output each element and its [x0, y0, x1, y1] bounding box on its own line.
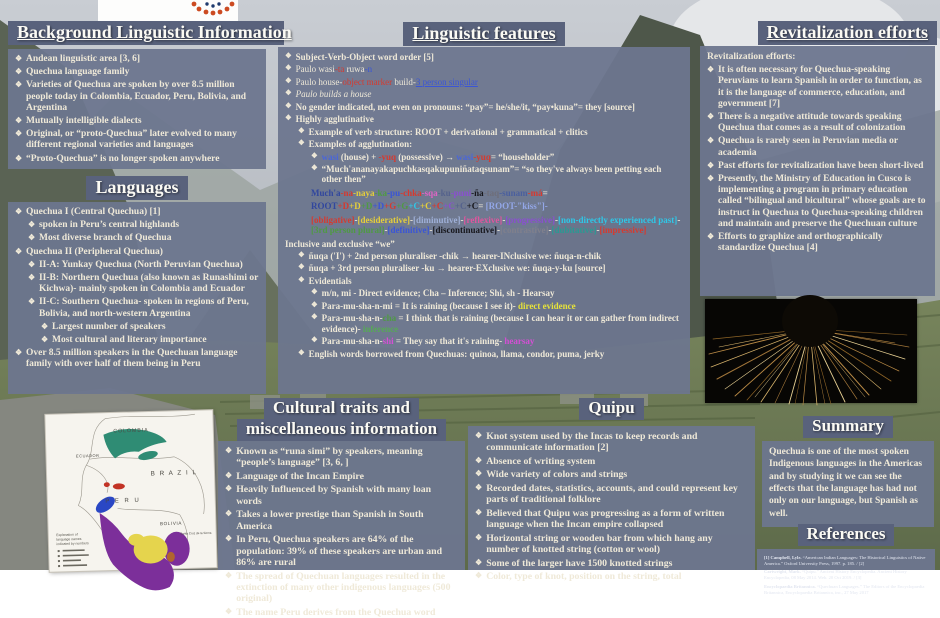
diamond-bullet-icon: ❖: [298, 347, 305, 357]
quipu-photo-image: [705, 299, 917, 403]
diamond-bullet-icon: ❖: [311, 335, 318, 345]
diamond-bullet-icon: ❖: [311, 287, 318, 297]
reference-entry: [764, 583, 928, 595]
quipu-photo: [705, 299, 917, 403]
diamond-bullet-icon: ❖: [311, 299, 318, 309]
diamond-bullet-icon: ❖: [15, 207, 22, 216]
section-header-revitalization: [700, 21, 937, 45]
languages-item: [15, 322, 259, 333]
diamond-bullet-icon: ❖: [707, 232, 714, 242]
list-item-text: The spread of Quechuan languages resulted in the extinction of many other indigenous languages (500 original): [236, 570, 451, 605]
linguistic-item: [285, 313, 683, 334]
list-item-text: “Much'ananayakapuchkasqakupuniñataqsunam”= “so they've always been petting each other then”: [321, 163, 662, 185]
list-item-text: “Proto-Quechua” is no longer spoken anywhere: [25, 153, 220, 164]
diamond-bullet-icon: ❖: [475, 507, 483, 517]
svg-text:language names: language names: [56, 536, 82, 542]
section-header-languages: [8, 176, 266, 200]
cultural-item: [225, 571, 458, 605]
list-item-text: II-B: Northern Quechua (also known as Runashimi or Kichwa)- mainly spoken in Colombia and Ecuador: [38, 273, 259, 295]
list-item-text: Highly agglutinative: [295, 114, 374, 125]
linguistic-item: [285, 164, 683, 185]
quipu-item: [475, 571, 748, 582]
background-info-item: [15, 129, 259, 151]
diamond-bullet-icon: ❖: [285, 113, 292, 123]
languages-item: [15, 273, 259, 295]
revitalization-item: [707, 232, 928, 254]
list-item-text: Quechua is rarely seen in Peruvian media or academia: [717, 136, 898, 158]
diamond-bullet-icon: ❖: [15, 80, 22, 90]
languages-item: [15, 297, 259, 319]
diamond-bullet-icon: ❖: [41, 335, 48, 345]
list-item-text: Known as “runa simi” by speakers, meaning “people’s language” [3, 6, ]: [236, 446, 423, 469]
section-title: Background Linguistic Information: [8, 21, 284, 45]
linguistic-item: [285, 349, 683, 359]
quipu-item: [475, 469, 748, 480]
languages-item: [15, 348, 259, 370]
cultural-item: [225, 446, 458, 469]
linguistic-item: [285, 114, 683, 124]
diamond-bullet-icon: ❖: [475, 469, 483, 479]
list-item-text: Past efforts for revitalization have been short-lived: [717, 160, 924, 171]
list-item-text: Para-mu-sha-n-mi = It is raining (because I see it)- direct evidence: [321, 300, 576, 311]
section-title: miscellaneous information: [237, 419, 446, 441]
list-item-text: Encyclopaedia Britannica. “Quechuan Languages.” The Editors of the Encyclopaedia Britannica, Encyclopaedia Britannica, inc., 27 May 2017: [764, 583, 925, 595]
list-item-text: It is often necessary for Quechua-speaking Peruvians to learn Spanish in order to function, as it is the language of commerce, education, and government [7]: [717, 65, 922, 109]
diamond-bullet-icon: ❖: [225, 446, 233, 455]
section-title: Quipu: [579, 398, 643, 420]
south-america-map-image: [45, 410, 217, 573]
quipu-item: [475, 508, 748, 531]
diamond-bullet-icon: ❖: [285, 63, 292, 73]
section-header-references: [757, 524, 935, 546]
diamond-bullet-icon: ❖: [28, 297, 35, 307]
list-item-text: Largest number of speakers: [51, 321, 166, 332]
summary-panel: [762, 441, 934, 527]
linguistic-item: [285, 139, 683, 149]
list-item-text: Paulo wasi-ta ruwa-n: [295, 64, 373, 75]
list-item-text: Horizontal string or wooden bar from which hang any number of knotted string (cotton or wool): [486, 532, 713, 556]
diamond-bullet-icon: ❖: [225, 484, 233, 494]
section-header-quipu: [468, 398, 755, 420]
list-item-text: Quechua I (Central Quechua) [1]: [25, 207, 161, 217]
list-item-text: Much'a-na-naya-ka-pu-chka-sqa-ku-puni-ña-taq-sunam-má=: [311, 187, 548, 198]
diamond-bullet-icon: ❖: [15, 153, 22, 163]
background-info-item: [15, 54, 259, 65]
languages-panel: [8, 202, 266, 394]
quipu-item: [475, 483, 748, 506]
list-item-text: Heavily Influenced by Spanish with many loan words: [236, 484, 432, 507]
diamond-bullet-icon: ❖: [225, 606, 233, 616]
list-item-text: In Peru, Quechua speakers are 64% of the population: 39% of these speakers are urban and 86% are rural: [236, 534, 443, 569]
map-label-ecuador: ECUADOR: [75, 452, 100, 459]
diamond-bullet-icon: ❖: [41, 321, 48, 331]
diamond-bullet-icon: ❖: [28, 259, 35, 269]
diamond-bullet-icon: ❖: [298, 274, 305, 284]
list-item-text: Language of the Incan Empire: [236, 470, 364, 482]
section-title: Linguistic features: [403, 22, 564, 46]
list-item-text: Believed that Quipu was progressing as a form of written language when the Incan empire collapsed: [486, 507, 725, 531]
diamond-bullet-icon: ❖: [298, 262, 305, 272]
diamond-bullet-icon: ❖: [298, 138, 305, 148]
diamond-bullet-icon: ❖: [28, 233, 35, 243]
list-item-text: Revitalization efforts:: [707, 52, 796, 62]
cultural-item: [225, 471, 458, 482]
languages-list: [15, 207, 259, 371]
list-item-text: ROOT+D+D+D+D+G+G+C+C+C+C+C+C= [ROOT-"kiss"]-: [311, 201, 548, 212]
diamond-bullet-icon: ❖: [707, 65, 714, 75]
reference-entry: [764, 568, 928, 580]
linguistic-features-panel: [278, 47, 690, 394]
map-label-colombia: COLOMBIA: [113, 427, 149, 435]
section-title: Summary: [803, 416, 893, 438]
svg-text:indicated by numbers: indicated by numbers: [56, 541, 89, 547]
diamond-bullet-icon: ❖: [707, 160, 714, 170]
cultural-item: [225, 509, 458, 532]
list-item-text: Efforts to graphize and orthographically standardize Quechua [4]: [717, 232, 883, 254]
revitalization-list: [707, 51, 928, 254]
background-info-list: [15, 54, 259, 165]
diamond-bullet-icon: ❖: [285, 51, 292, 60]
map-legend-title: Explanation of: [56, 532, 78, 538]
background-info-item: [15, 80, 259, 114]
diamond-bullet-icon: ❖: [298, 250, 305, 259]
cultural-traits-panel: [218, 441, 465, 618]
list-item-text: wasi (house) + -yuq (possessive) → wasi-yuq= “householder”: [321, 151, 555, 162]
list-item-text: Most cultural and literary importance: [51, 335, 207, 346]
diamond-bullet-icon: ❖: [475, 532, 483, 542]
diamond-bullet-icon: ❖: [298, 125, 305, 135]
list-item-text: Takes a lower prestige than Spanish in South America: [236, 509, 424, 532]
list-item-text: Original, or “proto-Quechua” later evolved to many different regional varieties and languages: [25, 129, 237, 151]
revitalization-item: [707, 174, 928, 230]
list-item-text: m/n, mi - Direct evidence; Cha – Inference; Shi, sh - Hearsay: [321, 288, 555, 299]
languages-item: [15, 260, 259, 271]
diamond-bullet-icon: ❖: [15, 348, 22, 358]
list-item-text: Quechua II (Peripheral Quechua): [25, 246, 163, 257]
diamond-bullet-icon: ❖: [475, 557, 483, 567]
revitalization-item: [707, 136, 928, 158]
diamond-bullet-icon: ❖: [707, 136, 714, 146]
list-item-text: Color, type of knot, position on the string, total: [486, 570, 682, 582]
reference-entry: [764, 554, 928, 566]
section-title: Revitalization efforts: [758, 21, 937, 45]
section-header-linguistic-features: [278, 22, 690, 46]
revitalization-item: [707, 161, 928, 172]
linguistic-item: [285, 52, 683, 62]
section-header-cultural-line1: [218, 398, 465, 420]
diamond-bullet-icon: ❖: [707, 112, 714, 122]
list-item-text: Inclusive and exclusive “we”: [285, 238, 395, 249]
cultural-list: [225, 446, 458, 618]
linguistic-list: [285, 52, 683, 359]
linguistic-item: [285, 200, 683, 211]
background-info-item: [15, 116, 259, 127]
list-item-text: Over 8.5 million speakers in the Quechuan language family with over half of them being in Peru: [25, 348, 238, 370]
diamond-bullet-icon: ❖: [285, 100, 292, 110]
quipu-list: [475, 431, 748, 582]
revitalization-panel: [700, 46, 935, 296]
list-item-text: Absence of writing system: [486, 455, 596, 467]
list-item-text: Knot system used by the Incas to keep records and communicate information [2]: [486, 431, 698, 454]
revitalization-item: [707, 51, 928, 63]
revitalization-item: [707, 112, 928, 134]
cultural-item: [225, 534, 458, 568]
map-label-bolivia: BOLIVIA: [159, 520, 183, 527]
linguistic-item: [285, 89, 683, 99]
diamond-bullet-icon: ❖: [15, 116, 22, 126]
quipu-item: [475, 431, 748, 454]
diamond-bullet-icon: ❖: [285, 75, 292, 85]
list-item-text: ñuqa + 3rd person pluraliser -ku → hearer-EXclusive we: ñuqa-y-ku [source]: [308, 263, 606, 274]
quipu-item: [475, 533, 748, 556]
diamond-bullet-icon: ❖: [707, 174, 714, 184]
list-item-text: Some of the larger have 1500 knotted strings: [486, 557, 673, 569]
list-item-text: Cartwright, Mark. “Quipu.” Ancient History Encyclopedia. Ancient History Encyclopedia, 08 May 2014. Web. 20 Oct 2019. / [3]: [764, 569, 907, 581]
diamond-bullet-icon: ❖: [285, 88, 292, 98]
references-panel: [757, 549, 935, 595]
linguistic-item: [285, 214, 683, 236]
linguistic-item: [285, 238, 683, 249]
linguistic-item: [285, 263, 683, 273]
linguistic-item: [285, 64, 683, 74]
map-label-peru: P E R U: [105, 497, 141, 505]
background-info-panel: [8, 49, 266, 169]
list-item-text: Paulo house-object marker build-3 person singular: [295, 76, 478, 87]
list-item-text: No gender indicated, not even on pronouns: “pay”= he/she/it, “pay•kuna”= they [source]: [295, 101, 635, 112]
list-item-text: Subject-Verb-Object word order [5]: [295, 52, 434, 62]
quipu-panel: [468, 426, 755, 582]
cultural-item: [225, 484, 458, 507]
references-list: [764, 554, 928, 595]
map-label-brazil: B R A Z I L: [150, 469, 198, 478]
list-item-text: Andean linguistic area [3, 6]: [25, 54, 141, 64]
list-item-text: Recorded dates, statistics, accounts, and could represent key parts of traditional folklore: [486, 482, 738, 506]
diamond-bullet-icon: ❖: [225, 470, 233, 480]
section-header-summary: [762, 416, 934, 438]
linguistic-item: [285, 301, 683, 311]
linguistic-item: [285, 152, 683, 162]
diamond-bullet-icon: ❖: [475, 570, 483, 580]
languages-item: [15, 220, 259, 231]
list-item-text: spoken in Peru’s central highlands: [38, 220, 180, 231]
linguistic-item: [285, 127, 683, 137]
list-item-text: Presently, the Ministry of Education in Cusco is implementing a program in primary education called “bilingual and bicultural” whose goals are to instruct in Quechua to Quechua-speaking children and maintain and preserve the Quechuan culture: [717, 174, 926, 229]
list-item-text: Examples of agglutination:: [308, 139, 413, 150]
list-item-text: Varieties of Quechua are spoken by over 8.5 million people today in Colombia, Ecuador, Peru, Bolivia, and Argentina: [25, 80, 247, 113]
linguistic-item: [285, 251, 683, 261]
diamond-bullet-icon: ❖: [475, 431, 483, 440]
list-item-text: Quechua language family: [25, 67, 130, 78]
list-item-text: Most diverse branch of Quechua: [38, 233, 172, 244]
languages-item: [15, 233, 259, 244]
section-title: Cultural traits and: [264, 398, 419, 420]
list-item-text: Para-mu-sha-n-cha = I think that is raining (because I can hear it or can gather from indirect evidence)- inference: [321, 313, 679, 334]
list-item-text: English words borrowed from Quechuas: quinoa, llama, condor, puma, jerky: [308, 348, 605, 359]
diamond-bullet-icon: ❖: [15, 54, 22, 63]
list-item-text: ñuqa ('I') + 2nd person pluraliser -chik → hearer-INclusive we: ñuqa-n-chik: [308, 251, 602, 261]
quipu-item: [475, 456, 748, 467]
section-title: References: [798, 524, 895, 546]
languages-item: [15, 207, 259, 218]
diamond-bullet-icon: ❖: [225, 534, 233, 544]
linguistic-item: [285, 276, 683, 286]
linguistic-item: [285, 187, 683, 198]
section-header-cultural-line2: [218, 419, 465, 441]
diamond-bullet-icon: ❖: [28, 273, 35, 283]
list-item-text: Mutually intelligible dialects: [25, 116, 142, 127]
background-info-item: [15, 154, 259, 165]
list-item-text: [obligative]-[desiderative]-[diminutive]-[reflexive]-[progressive]-[non-directly experienced past]-[3rd person plural]-[definitive]-[discontinuative]-[contrastive]-[dubitative]-[impressive]: [311, 214, 681, 236]
quipu-item: [475, 558, 748, 569]
quechua-map: [45, 410, 217, 573]
cultural-item: [225, 607, 458, 618]
section-title: Languages: [86, 176, 187, 200]
list-item-text: The name Peru derives from the Quechua word: [236, 606, 436, 618]
linguistic-item: [285, 288, 683, 298]
revitalization-item: [707, 65, 928, 110]
diamond-bullet-icon: ❖: [475, 482, 483, 492]
list-item-text: Evidentials: [308, 275, 352, 286]
diamond-bullet-icon: ❖: [28, 220, 35, 230]
diamond-bullet-icon: ❖: [15, 67, 22, 77]
diamond-bullet-icon: ❖: [311, 162, 318, 172]
diamond-bullet-icon: ❖: [225, 509, 233, 519]
list-item-text: II-A: Yunkay Quechua (North Peruvian Quechua): [38, 259, 243, 270]
map-label-santa-cruz: Santa Cruz de la Sierra: [180, 530, 212, 536]
languages-item: [15, 247, 259, 258]
background-info-item: [15, 67, 259, 78]
list-item-text: Wide variety of colors and strings: [486, 469, 628, 481]
list-item-text: Example of verb structure: ROOT + derivational + grammatical + clitics: [308, 126, 588, 137]
diamond-bullet-icon: ❖: [311, 150, 318, 160]
list-item-text: There is a negative attitude towards speaking Quechua that comes as a result of colonization: [717, 112, 906, 134]
linguistic-item: [285, 336, 683, 346]
list-item-text: II-C: Southern Quechua- spoken in regions of Peru, Bolivia, and north-western Argentina: [38, 297, 249, 319]
diamond-bullet-icon: ❖: [475, 455, 483, 465]
diamond-bullet-icon: ❖: [311, 312, 318, 322]
linguistic-item: [285, 102, 683, 112]
summary-text: Quechua is one of the most spoken Indigenous languages in the Americas and by studying it we can see the effects that the language has had not only on our language, but Spanish as well.: [769, 447, 923, 519]
linguistic-item: [285, 77, 683, 87]
list-item-text: [1] Campbell, Lyle. “American Indian Languages: The Historical Linguistics of Native America.” Oxford University Press, 1997. p. 185. / [2]: [764, 555, 926, 566]
list-item-text: Paulo builds a house: [295, 89, 372, 100]
section-header-background-info: [8, 21, 292, 45]
diamond-bullet-icon: ❖: [15, 246, 22, 256]
list-item-text: Para-mu-sha-n-shi = They say that it's raining- hearsay: [321, 336, 535, 347]
diamond-bullet-icon: ❖: [225, 570, 233, 580]
languages-item: [15, 335, 259, 346]
diamond-bullet-icon: ❖: [15, 129, 22, 139]
